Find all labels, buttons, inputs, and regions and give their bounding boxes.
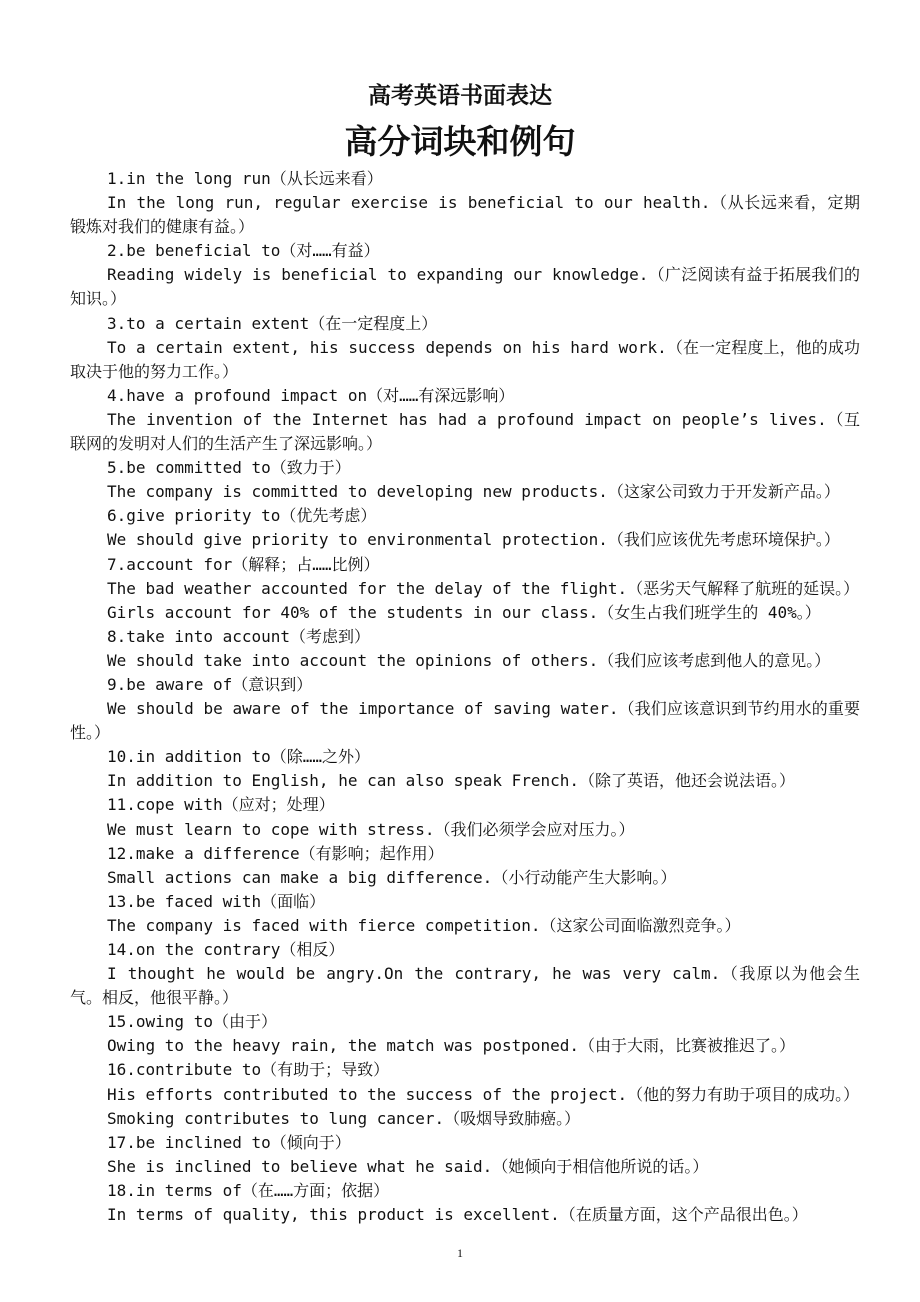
example-sentence: The invention of the Internet has had a profound impact on people’s lives.（互联网的发明对人们的生活产生了深远影响。） bbox=[70, 409, 860, 454]
example-sentence: She is inclined to believe what he said.（她倾向于相信他所说的话。） bbox=[107, 1156, 709, 1176]
example-sentence: In terms of quality, this product is excellent.（在质量方面，这个产品很出色。） bbox=[107, 1205, 808, 1225]
phrase-heading: 4.have a profound impact on（对……有深远影响） bbox=[107, 385, 515, 405]
document-title: 高考英语书面表达 bbox=[368, 83, 552, 109]
document-subtitle: 高分词块和例句 bbox=[344, 122, 576, 161]
phrase-heading: 1.in the long run（从长远来看） bbox=[107, 169, 383, 188]
phrase-entry bbox=[70, 239, 860, 311]
phrase-heading: 2.be beneficial to（对……有益） bbox=[107, 241, 380, 261]
phrase-heading: 14.on the contrary（相反） bbox=[107, 940, 345, 959]
phrase-entry bbox=[70, 938, 860, 1010]
example-sentence: The company is faced with fierce competition.（这家公司面临激烈竞争。） bbox=[107, 915, 741, 935]
phrase-entry bbox=[70, 1179, 860, 1227]
phrase-entry bbox=[70, 1131, 860, 1179]
phrase-heading: 10.in addition to（除……之外） bbox=[107, 747, 371, 767]
phrase-entry bbox=[70, 312, 860, 384]
example-sentence: In the long run, regular exercise is beneficial to our health.（从长远来看，定期锻炼对我们的健康有益。） bbox=[70, 193, 860, 237]
phrase-entry bbox=[70, 1010, 860, 1058]
phrase-entry bbox=[70, 793, 860, 841]
phrase-heading: 5.be committed to（致力于） bbox=[107, 458, 351, 478]
example-sentence: Small actions can make a big difference.（小行动能产生大影响。） bbox=[107, 867, 677, 887]
phrase-heading: 6.give priority to（优先考虑） bbox=[107, 506, 377, 526]
example-sentence: Smoking contributes to lung cancer.（吸烟导致肺癌。） bbox=[107, 1108, 581, 1128]
phrase-entry bbox=[70, 504, 860, 552]
example-sentence: I thought he would be angry.On the contrary, he was very calm.（我原以为他会生气。相反，他很平静。） bbox=[70, 964, 860, 1008]
phrase-heading: 13.be faced with（面临） bbox=[107, 891, 326, 911]
phrase-heading: 17.be inclined to（倾向于） bbox=[107, 1132, 351, 1152]
phrase-heading: 8.take into account（考虑到） bbox=[107, 626, 371, 646]
example-sentence: We must learn to cope with stress.（我们必须学会应对压力。） bbox=[107, 819, 635, 839]
phrase-entry bbox=[70, 890, 860, 938]
example-sentence: The bad weather accounted for the delay of the flight.（恶劣天气解释了航班的延误。） bbox=[107, 578, 860, 598]
phrase-heading: 16.contribute to（有助于；导致） bbox=[107, 1060, 390, 1080]
phrase-entry bbox=[70, 553, 860, 625]
phrase-heading: 18.in terms of（在……方面；依据） bbox=[107, 1180, 390, 1200]
example-sentence: Girls account for 40% of the students in our class.（女生占我们班学生的 40%。） bbox=[107, 602, 821, 622]
phrase-entry bbox=[70, 456, 860, 504]
page-number: 1 bbox=[457, 1246, 463, 1260]
phrase-entry bbox=[70, 842, 860, 890]
phrase-entry bbox=[70, 1058, 860, 1130]
example-sentence: In addition to English, he can also speak French.（除了英语，他还会说法语。） bbox=[107, 771, 796, 791]
phrase-heading: 12.make a difference（有影响；起作用） bbox=[107, 843, 444, 863]
example-sentence: To a certain extent, his success depends on his hard work.（在一定程度上，他的成功取决于他的努力工作。） bbox=[70, 337, 860, 381]
example-sentence: The company is committed to developing new products.（这家公司致力于开发新产品。） bbox=[107, 482, 840, 502]
phrase-heading: 11.cope with（应对；处理） bbox=[107, 795, 335, 815]
phrase-heading: 15.owing to（由于） bbox=[107, 1012, 277, 1032]
phrase-list bbox=[70, 167, 860, 1227]
phrase-heading: 3.to a certain extent（在一定程度上） bbox=[107, 313, 438, 333]
phrase-entry bbox=[70, 673, 860, 745]
phrase-entry bbox=[70, 625, 860, 673]
phrase-entry bbox=[70, 384, 860, 456]
phrase-entry bbox=[70, 167, 860, 239]
phrase-entry bbox=[70, 745, 860, 793]
example-sentence: We should be aware of the importance of saving water.（我们应该意识到节约用水的重要性。） bbox=[70, 699, 860, 743]
phrase-heading: 7.account for（解释；占……比例） bbox=[107, 554, 380, 574]
example-sentence: Owing to the heavy rain, the match was postponed.（由于大雨，比赛被推迟了。） bbox=[107, 1036, 796, 1056]
phrase-heading: 9.be aware of（意识到） bbox=[107, 674, 313, 694]
example-sentence: We should take into account the opinions of others.（我们应该考虑到他人的意见。） bbox=[107, 650, 831, 670]
example-sentence: Reading widely is beneficial to expanding our knowledge.（广泛阅读有益于拓展我们的知识。） bbox=[70, 265, 860, 309]
example-sentence: His efforts contributed to the success of the project.（他的努力有助于项目的成功。） bbox=[107, 1084, 860, 1104]
example-sentence: We should give priority to environmental protection.（我们应该优先考虑环境保护。） bbox=[107, 530, 840, 550]
